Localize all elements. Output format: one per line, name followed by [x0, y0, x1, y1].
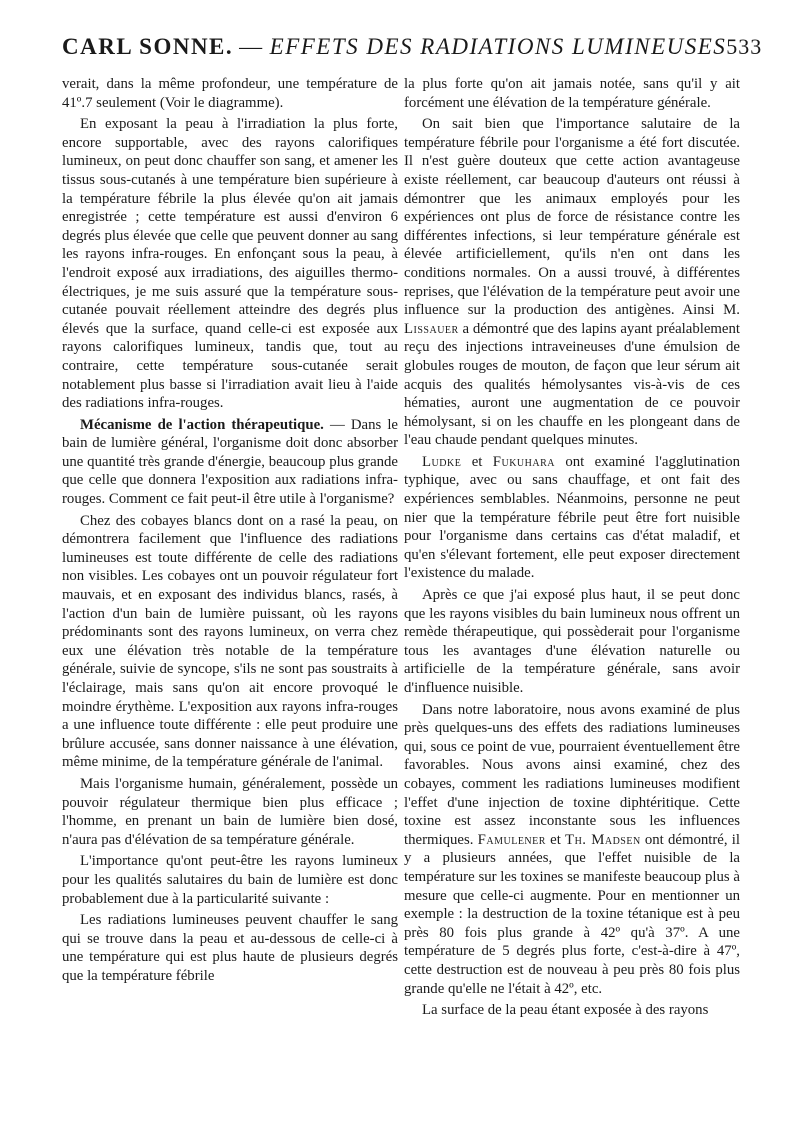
page-number: 533: [726, 34, 763, 59]
right-paragraph-2-text: On sait bien que l'importance salutaire de la température fébrile pour l'organisme a été fort discutée. Il n'est guère douteux que cette action avantageuse existe réellement, car beaucoup d'auteurs ont réussi à démontrer que les animaux employés pour les expériences ont plus de force de résistance contre les différentes infections, si leur température générale est élevée artificiellement, qu'ils n'en ont dans les conditions normales. On a aussi trouvé, à différentes reprises, que l'élévation de la température peut avoir une influence sur la production des antigènes. Ainsi M.: [404, 116, 740, 319]
author-name-lissauer: Lissauer: [404, 320, 459, 337]
header-dash: —: [239, 34, 264, 59]
left-paragraph-2: En exposant la peau à l'irradiation la plus forte, encore supportable, avec des rayons calorifiques lumineux, on peut donc chauffer son sang, et amener les tissus sous-cutanés à une température bien supérieure à la température fébrile la plus élevée qu'on ait jamais enregistrée ; cette température est aussi d'environ 6 degrés plus élevée que celle que peuvent donner au sang les rayons infra-rouges. En enfonçant sous la peau, à l'endroit exposé aux irradiations, des aiguilles thermo-électriques, je me suis assuré que la température sous-cutanée pouvait réellement atteindre des degrés plus élevés que la surface, quand celle-ci est exposée aux rayons calorifiques lumineux, tandis que, tout au contraire, cette température sous-cutanée serait notablement plus basse si l'irradiation avait lieu à l'aide des radiations infra-rouges.: [62, 116, 398, 412]
right-paragraph-5: [404, 701, 740, 999]
running-header: [62, 34, 763, 74]
right-paragraph-5-text: Dans notre laboratoire, nous avons examiné de plus près quelques-uns des effets des radiations lumineuses qui, sous ce point de vue, pourraient éventuellement être favorables. Nous avons ainsi examiné, chez des cobayes, comment les radiations lumineuses modifient l'effet d'une injection de toxine diphtéritique. Cette toxine est assez inconstante sous les influences thermiques.: [404, 701, 740, 848]
left-paragraph-1: verait, dans la même profondeur, une température de 41º.7 seulement (Voir le diagramme).: [62, 76, 398, 111]
author-name-fukuhara: Fukuhara: [492, 453, 555, 470]
left-paragraph-3: [62, 416, 398, 509]
left-column: [62, 75, 398, 986]
right-paragraph-2: [404, 115, 740, 450]
right-paragraph-1: la plus forte qu'on ait jamais notée, sans qu'il y ait forcément une élévation de la température générale.: [404, 76, 740, 111]
right-paragraph-4: Après ce que j'ai exposé plus haut, il se peut donc que les rayons visibles du bain lumineux nous offrent un remède thérapeutique, qui possèderait pour l'organisme tous les avantages d'une élévation naturelle ou artificielle de la température générale, sans avoir d'influence nuisible.: [404, 587, 740, 696]
right-column: [404, 75, 740, 1020]
author-name-madsen: Th. Madsen: [565, 831, 641, 848]
author-name-ludke: Ludke: [422, 453, 462, 470]
header-title: [62, 34, 726, 60]
header-author: CARL SONNE.: [62, 34, 234, 59]
left-paragraph-6: L'importance qu'ont peut-être les rayons lumineux pour les qualités salutaires du bain de lumière est donc probablement due à la particularité suivante :: [62, 853, 398, 907]
right-paragraph-3: [404, 453, 740, 583]
right-paragraph-3-rest: ont examiné l'agglutination typhique, avec ou sans chauffage, et ont fait des expériences semblables. Néanmoins, personne ne peut nier que la température fébrile peut être fort nuisible pour l'organisme dans certains cas d'état maladif, et qu'en s'élevant fortement, elle peut exposer directement l'existence du malade.: [404, 453, 741, 582]
right-paragraph-5-rest: ont démontré, il y a plusieurs années, que l'effet nuisible de la température sur les toxines se manifeste beaucoup plus à mesure que celle-ci augmente. Pour en mentionner un exemple : la destruction de la toxine tétanique est à peu près 80 fois plus grande à 42º qu'à 37º. A une température de 5 degrés plus forte, c'est-à-dire à 47º, cette destruction est de nouveau à peu près 80 fois plus grande qu'elle ne l'était à 42º, etc.: [404, 831, 740, 997]
left-paragraph-7: Les radiations lumineuses peuvent chauffer le sang qui se trouve dans la peau et au-dessous de celle-ci à une température qui est plus haute de plusieurs degrés que la température fébrile: [62, 912, 398, 984]
author-name-famulener: Famulener: [477, 831, 546, 848]
right-paragraph-2-rest: a démontré que des lapins ayant préalablement reçu des injections intraveineuses d'une émulsion de globules rouges de mouton, de façon que leur sérum ait acquis des qualités hémolysantes vis-à-vis de ces hématies, auront une augmentation de ce pouvoir hémolysant, si on les chauffe en les plongeant dans de l'eau chaude pendant quelques minutes.: [404, 320, 740, 449]
left-paragraph-4: Chez des cobayes blancs dont on a rasé la peau, on démontrera facilement que l'influence des radiations lumineuses est toute différente de celle des radiations non visibles. Les cobayes ont un pouvoir régulateur fort mauvais, et en exposant des individus blancs, rasés, à l'action d'un bain de lumière puissant, où les rayons prédominants sont des rayons lumineux, on verra chez eux une élévation très notable de la température générale, suivie de syncope, s'ils ne sont pas soustraits à l'éclairage, mais sans qu'on ait encore provoqué le moindre érythème. L'exposition aux rayons infra-rouges a une influence toute différente : elle peut produire une brûlure accusée, sans donner naissance à une élévation, même minime, de la température générale de l'animal.: [62, 512, 398, 771]
right-paragraph-6: La surface de la peau étant exposée à des rayons: [422, 1002, 709, 1019]
section-title: Mécanisme de l'action thérapeutique.: [80, 416, 324, 433]
right-paragraph-5-and: et: [545, 831, 566, 848]
header-subject: EFFETS DES RADIATIONS LUMINEUSES: [269, 34, 727, 59]
left-paragraph-5: Mais l'organisme humain, généralement, possède un pouvoir régulateur thermique bien plus efficace ; l'homme, en prenant un bain de lumière bien dosé, n'aura pas d'élévation de sa température générale.: [62, 775, 398, 848]
left-paragraph-3-text: — Dans le bain de lumière général, l'organisme doit donc absorber une quantité très grande d'énergie, beaucoup plus grande que celle que donnera l'exposition aux radiations infra-rouges. Comment ce fait peut-il être utile à l'organisme?: [62, 416, 398, 508]
right-paragraph-3-and: et: [461, 453, 493, 470]
